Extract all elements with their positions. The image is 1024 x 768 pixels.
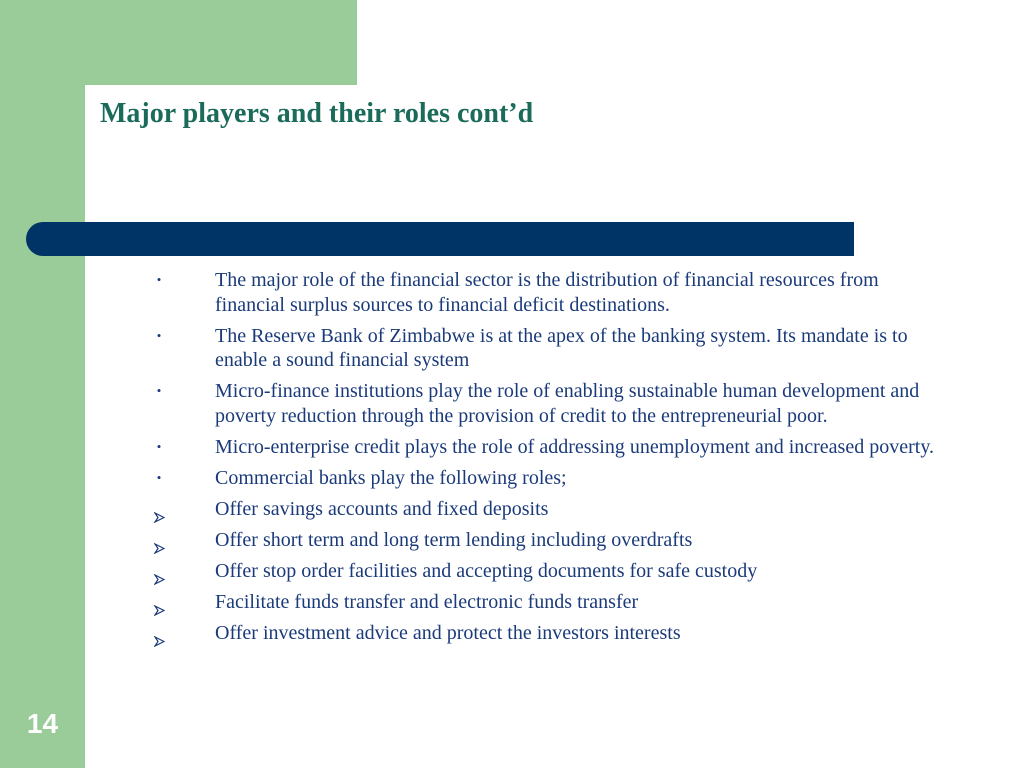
bullet-text: Micro-finance institutions play the role of enabling sustainable human development and poverty reduction through the provision of credit to the entrepreneurial poor.: [215, 380, 920, 427]
sub-bullet-item: [150, 528, 950, 553]
sub-bullet-text: Offer savings accounts and fixed deposits: [215, 497, 549, 520]
sub-bullet-item: [150, 559, 950, 584]
arrow-bullet-icon: [150, 567, 168, 592]
sub-bullet-text: Facilitate funds transfer and electronic funds transfer: [215, 590, 639, 613]
bullet-dot-icon: •: [156, 272, 162, 287]
bullet-item: [150, 268, 950, 317]
sub-bullet-item: [150, 590, 950, 615]
arrow-bullet-icon: [150, 505, 168, 530]
top-background: [85, 0, 357, 85]
bullet-item: [150, 466, 950, 491]
sub-bullet-item: [150, 497, 950, 522]
sub-bullet-text: Offer investment advice and protect the investors interests: [215, 621, 681, 644]
sidebar-background: [0, 0, 85, 768]
bullet-text: The major role of the financial sector is the distribution of financial resources from financial surplus sources to financial deficit destinations.: [215, 269, 879, 316]
page-number: 14: [26, 708, 59, 739]
arrow-bullet-icon: [150, 536, 168, 561]
sub-bullet-text: Offer short term and long term lending including overdrafts: [215, 528, 693, 551]
bullet-dot-icon: •: [156, 438, 162, 454]
bullet-item: [150, 324, 950, 373]
bullet-text: Commercial banks play the following roles;: [215, 466, 567, 489]
bullet-dot-icon: •: [156, 327, 162, 343]
sub-bullet-text: Offer stop order facilities and accepting documents for safe custody: [215, 559, 758, 582]
title-divider-bar: [26, 222, 854, 256]
arrow-bullet-icon: [150, 598, 168, 623]
slide-title: Major players and their roles cont’d: [100, 98, 534, 129]
arrow-bullet-icon: [150, 629, 168, 654]
bullet-list: [150, 268, 950, 652]
bullet-item: [150, 435, 950, 460]
bullet-text: The Reserve Bank of Zimbabwe is at the apex of the banking system. Its mandate is to enable a sound financial system: [215, 324, 908, 371]
bullet-dot-icon: •: [156, 383, 162, 398]
bullet-item: [150, 379, 950, 428]
bullet-text: Micro-enterprise credit plays the role of addressing unemployment and increased poverty.: [215, 435, 935, 458]
bullet-dot-icon: •: [156, 469, 162, 485]
sub-bullet-item: [150, 621, 950, 646]
